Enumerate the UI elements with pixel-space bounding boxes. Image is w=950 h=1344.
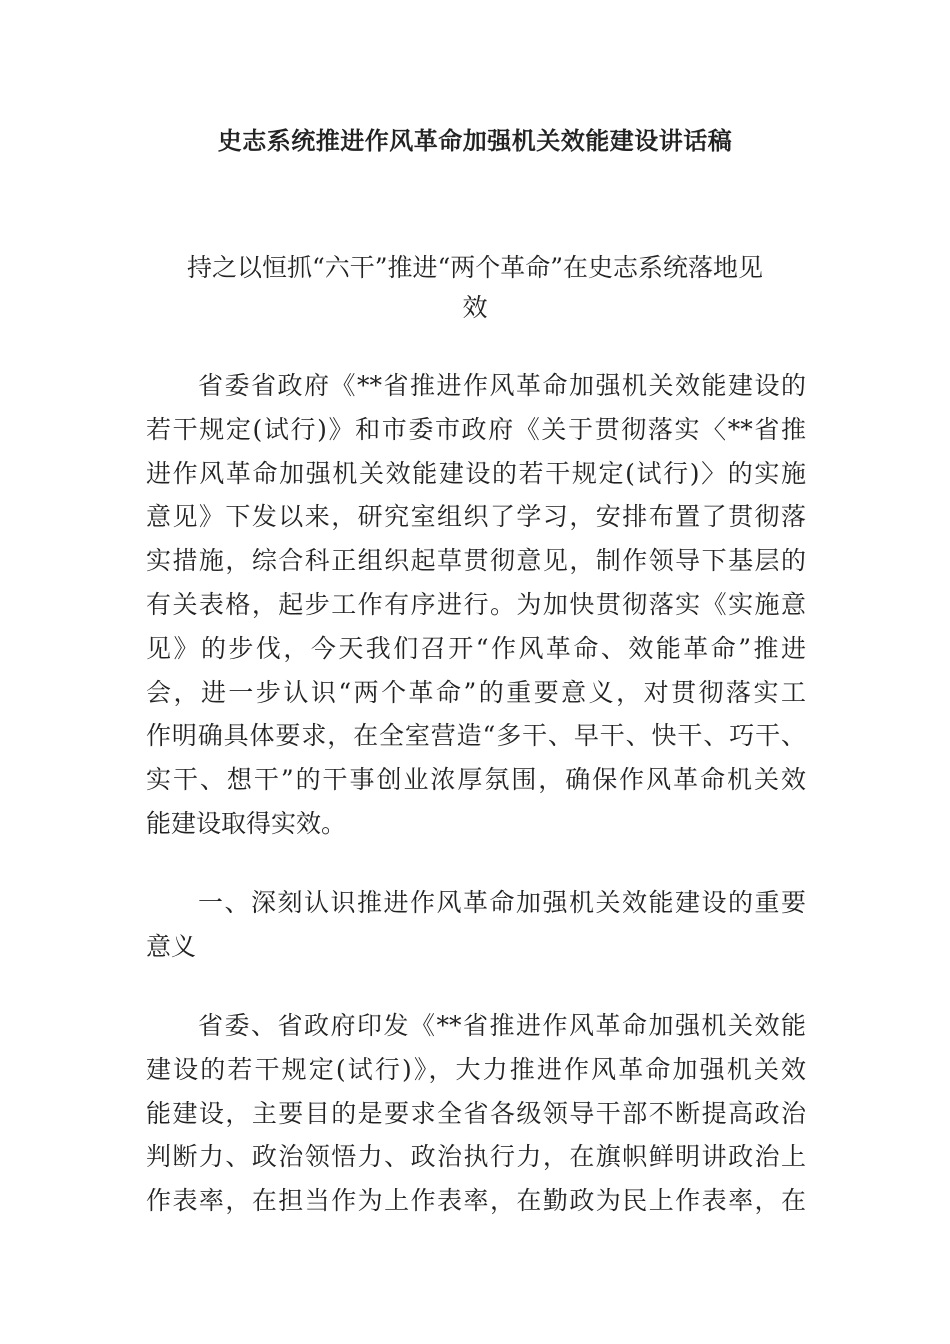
- heading-line: 意义: [146, 931, 197, 961]
- body-paragraph-intro: [146, 364, 806, 846]
- paragraph-line: 若干规定(试行)》和市委市政府《关于贯彻落实〈**省推: [146, 414, 806, 444]
- paragraph-line: 意见》下发以来，研究室组织了学习，安排布置了贯彻落: [146, 502, 806, 532]
- paragraph-line: 判断力、政治领悟力、政治执行力，在旗帜鲜明讲政治上: [146, 1142, 806, 1172]
- paragraph-line: 会，进一步认识“两个革命”的重要意义，对贯彻落实工: [146, 677, 806, 707]
- paragraph-line: 作表率，在担当作为上作表率，在勤政为民上作表率，在: [146, 1186, 806, 1216]
- paragraph-line: 建设的若干规定(试行)》，大力推进作风革命加强机关效: [146, 1054, 806, 1084]
- paragraph-line: 能建设，主要目的是要求全省各级领导干部不断提高政治: [146, 1098, 806, 1128]
- paragraph-line: 作明确具体要求，在全室营造“多干、早干、快干、巧干、: [146, 721, 806, 751]
- heading-line: 一、深刻认识推进作风革命加强机关效能建设的重要: [198, 888, 806, 917]
- subtitle-line: 持之以恒抓“六干”推进“两个革命”在史志系统落地见: [186, 253, 764, 282]
- subtitle-line: 效: [462, 293, 488, 322]
- paragraph-line: 进作风革命加强机关效能建设的若干规定(试行)〉的实施: [146, 458, 806, 488]
- document-title: 史志系统推进作风革命加强机关效能建设讲话稿: [217, 126, 733, 155]
- paragraph-line: 见》的步伐，今天我们召开“作风革命、效能革命”推进: [146, 633, 806, 663]
- section-heading-1: [146, 881, 806, 969]
- body-paragraph-section-1: [146, 1004, 806, 1223]
- paragraph-line: 实干、想干”的干事创业浓厚氛围，确保作风革命机关效: [146, 765, 806, 795]
- paragraph-line: 省委、省政府印发《**省推进作风革命加强机关效能: [198, 1011, 806, 1040]
- paragraph-line: 有关表格，起步工作有序进行。为加快贯彻落实《实施意: [146, 589, 806, 619]
- paragraph-line: 省委省政府《**省推进作风革命加强机关效能建设的: [198, 371, 806, 400]
- document-subtitle: [148, 248, 802, 328]
- paragraph-line: 实措施，综合科正组织起草贯彻意见，制作领导下基层的: [146, 546, 806, 576]
- paragraph-line: 能建设取得实效。: [146, 808, 347, 838]
